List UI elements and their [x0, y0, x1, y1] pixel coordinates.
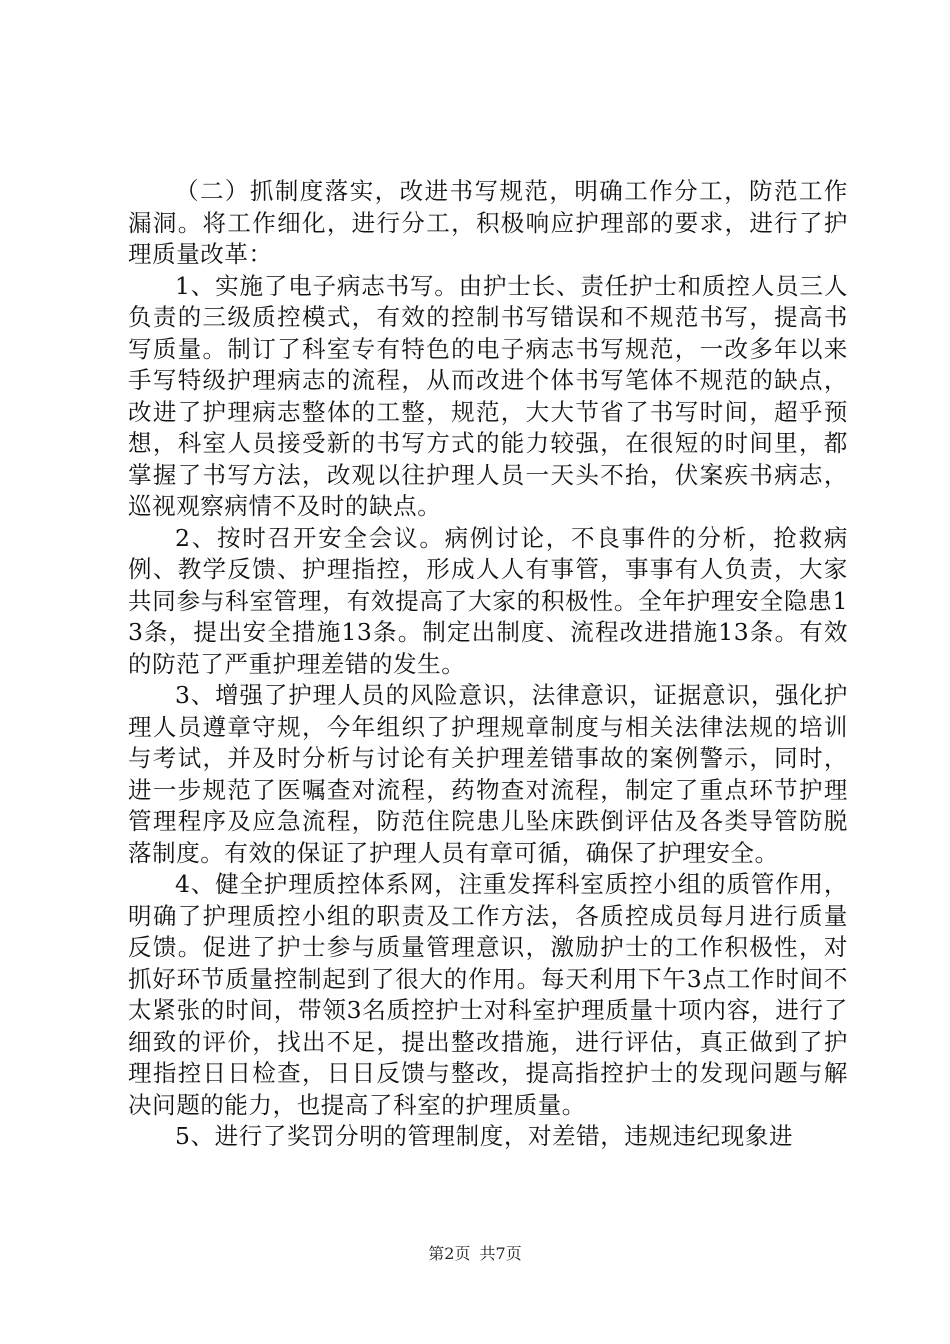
page-total: 共7页: [479, 1244, 522, 1263]
paragraph-item-4: 4、健全护理质控体系网，注重发挥科室质控小组的质管作用，明确了护理质控小组的职责及工作方法，各质控成员每月进行质量反馈。促进了护士参与质量管理意识，激励护士的工作积极性，对抓好环节质量控制起到了很大的作用。每天利用下午3点工作时间不太紧张的时间，带领3名质控护士对科室护理质量十项内容，进行了细致的评价，找出不足，提出整改措施，进行评估，真正做到了护理指控日日检查，日日反馈与整改，提高指控护士的发现问题与解决问题的能力，也提高了科室的护理质量。: [128, 870, 848, 1119]
page-footer: [0, 1244, 950, 1264]
page-number: 第2页: [428, 1244, 471, 1263]
paragraph-item-1: 1、实施了电子病志书写。由护士长、责任护士和质控人员三人负责的三级质控模式，有效的控制书写错误和不规范书写，提高书写质量。制订了科室专有特色的电子病志书写规范，一改多年以来手写特级护理病志的流程，从而改进个体书写笔体不规范的缺点，改进了护理病志整体的工整，规范，大大节省了书写时间，超乎预想，科室人员接受新的书写方式的能力较强，在很短的时间里，都掌握了书写方法，改观以往护理人员一天头不抬，伏案疾书病志，巡视观察病情不及时的缺点。: [128, 271, 848, 520]
paragraph-section-two: （二）抓制度落实，改进书写规范，明确工作分工，防范工作漏洞。将工作细化，进行分工，积极响应护理部的要求，进行了护理质量改革：: [128, 177, 848, 268]
paragraph-item-5: 5、进行了奖罚分明的管理制度，对差错，违规违纪现象进: [175, 1122, 794, 1150]
paragraph-item-3: 3、增强了护理人员的风险意识，法律意识，证据意识，强化护理人员遵章守规，今年组织了护理规章制度与相关法律法规的培训与考试，并及时分析与讨论有关护理差错事故的案例警示，同时，进一步规范了医嘱查对流程，药物查对流程，制定了重点环节护理管理程序及应急流程，防范住院患儿坠床跌倒评估及各类导管防脱落制度。有效的保证了护理人员有章可循，确保了护理安全。: [128, 681, 848, 867]
document-body: [128, 176, 848, 1153]
paragraph-item-2: 2、按时召开安全会议。病例讨论，不良事件的分析，抢救病例、教学反馈、护理指控，形成人人有事管，事事有人负责，大家共同参与科室管理，有效提高了大家的积极性。全年护理安全隐患13条，提出安全措施13条。制定出制度、流程改进措施13条。有效的防范了严重护理差错的发生。: [128, 523, 848, 678]
